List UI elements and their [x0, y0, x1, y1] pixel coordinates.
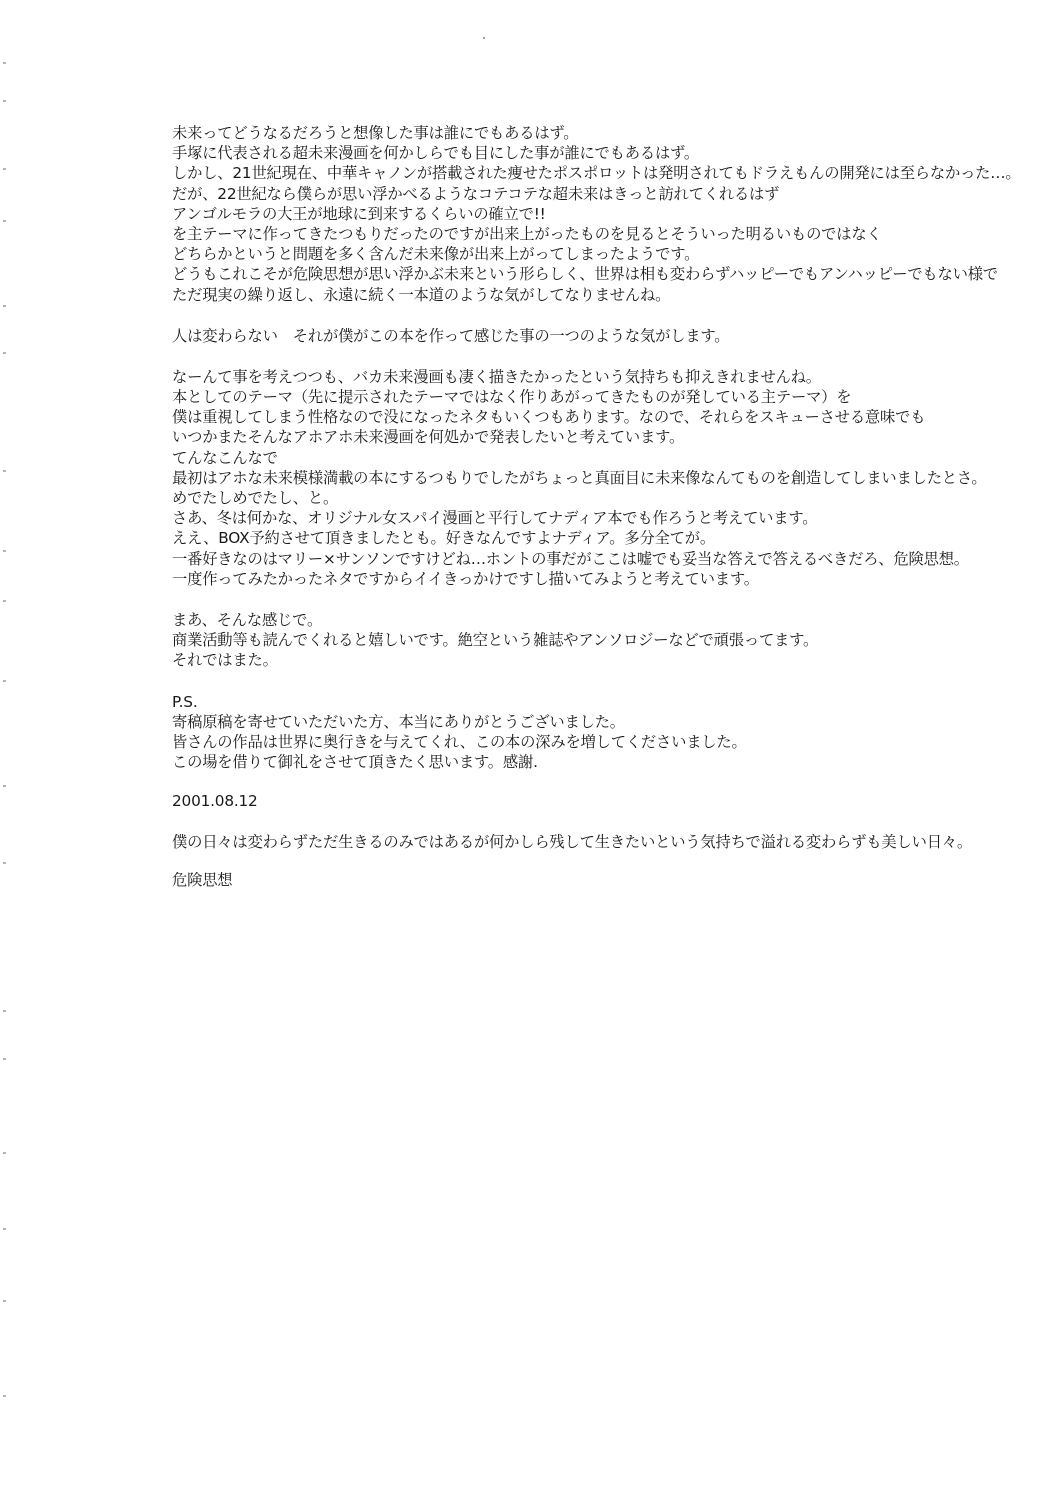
text-line: どうもこれこそが危険思想が思い浮かぶ未来という形らしく、世界は相も変わらずハッピーでもアンハッピーでもない様で: [172, 265, 998, 284]
edge-mark: [3, 1228, 6, 1230]
text-line: アンゴルモラの大王が地球に到来するくらいの確立で!!: [172, 204, 546, 223]
edge-mark: [3, 62, 6, 64]
closing-line: 僕の日々は変わらずただ生きるのみではあるが何かしら残して生きたいという気持ちで溢れる変わらずも美しい日々。: [172, 833, 972, 852]
paragraph-people-dont-change: [172, 326, 1022, 346]
text-line: めでたしめでたし、と。: [172, 489, 339, 507]
edge-mark: [3, 550, 6, 552]
text-line: 皆さんの作品は世界に奥行きを与えてくれ、この本の深みを増してくださいました。: [172, 732, 747, 751]
date-stamp: 2001.08.12: [172, 792, 258, 811]
text-line: この場を借りて御礼をさせて頂きたく思います。感謝.: [172, 753, 538, 772]
postscript-heading: P.S.: [172, 692, 198, 711]
author-signature: 危険思想: [172, 870, 233, 889]
scan-speck: [483, 37, 485, 39]
paragraph-sign-off: [172, 610, 1022, 671]
text-line: なーんて事を考えつつも、バカ未来漫画も凄く描きたかったという気持ちも抑えきれませんね。: [172, 367, 821, 386]
text-line: いつかまたそんなアホアホ未来漫画を何処かで発表したいと考えています。: [172, 428, 685, 447]
text-line: それではまた。: [172, 651, 278, 670]
text-line: だが、22世紀なら僕らが思い浮かべるようなコテコテな超未来はきっと訪れてくれるはず: [172, 184, 780, 203]
text-line: ええ、BOX予約させて頂きましたとも。好きなんですよナディア。多分全てが。: [172, 529, 715, 548]
text-line: 最初はアホな未来模様満載の本にするつもりでしたがちょっと真面目に未来像なんてものを創造してしまいましたとさ。: [172, 468, 987, 487]
text-line: てんなこんなで: [172, 448, 278, 467]
text-line: 未来ってどうなるだろうと想像した事は誰にでもあるはず。: [172, 124, 579, 142]
text-line: 手塚に代表される超未来漫画を何かしらでも目にした事が誰にでもあるはず。: [172, 144, 700, 163]
paragraph-silly-future-manga: [172, 367, 1022, 589]
edge-mark: [3, 1300, 6, 1302]
text-line: ただ現実の繰り返し、永遠に続く一本道のような気がしてなりませんね。: [172, 285, 671, 304]
edge-mark: [3, 1010, 6, 1012]
postscript: [172, 692, 1022, 773]
edge-mark: [3, 220, 6, 222]
text-line: どちらかというと問題を多く含んだ未来像が出来上がってしまったようです。: [172, 245, 700, 264]
edge-mark: [3, 352, 6, 354]
text-line: まあ、そんな感じで。: [172, 610, 323, 629]
edge-mark: [3, 600, 6, 602]
edge-mark: [3, 1152, 6, 1154]
text-line: さあ、冬は何かな、オリジナル女スパイ漫画と平行してナディア本でも作ろうと考えています。: [172, 509, 818, 528]
text-line: を主テーマに作ってきたつもりだったのですが出来上がったものを見るとそういった明るいものではなく: [172, 224, 882, 243]
edge-mark: [3, 680, 6, 682]
text-line: 僕は重視してしまう性格なので没になったネタもいくつもあります。なので、それらをスキューさせる意味でも: [172, 408, 926, 427]
text-line: 本としてのテーマ（先に提示されたテーマではなく作りあがってきたものが発している主テーマ）を: [172, 388, 852, 407]
text-line: 一番好きなのはマリー×サンソンですけどね…ホントの事だがここは嘘でも妥当な答えで答えるべきだろ、危険思想。: [172, 549, 969, 568]
text-line: 一度作ってみたかったネタですからイイきっかけですし描いてみようと考えています。: [172, 569, 759, 588]
edge-mark: [3, 470, 6, 472]
edge-mark: [3, 305, 6, 307]
paragraph-future-theme: [172, 123, 1022, 305]
edge-mark: [3, 1395, 6, 1397]
edge-mark: [3, 100, 6, 102]
text-line: 商業活動等も読んでくれると嬉しいです。絶空という雑誌やアンソロジーなどで頑張ってます。: [172, 631, 819, 650]
edge-mark: [3, 1058, 6, 1060]
edge-mark: [3, 785, 6, 787]
afterword-text: [172, 123, 1022, 890]
edge-mark: [3, 862, 6, 864]
text-line: しかし、21世紀現在、中華キャノンが搭載された痩せたポスポロットは発明されてもドラえもんの開発には至らなかった…。: [172, 164, 1021, 183]
edge-mark: [3, 168, 6, 170]
text-line: 寄稿原稿を寄せていただいた方、本当にありがとうございました。: [172, 712, 625, 731]
text-line: 人は変わらない それが僕がこの本を作って感じた事の一つのような気がします。: [172, 326, 730, 345]
